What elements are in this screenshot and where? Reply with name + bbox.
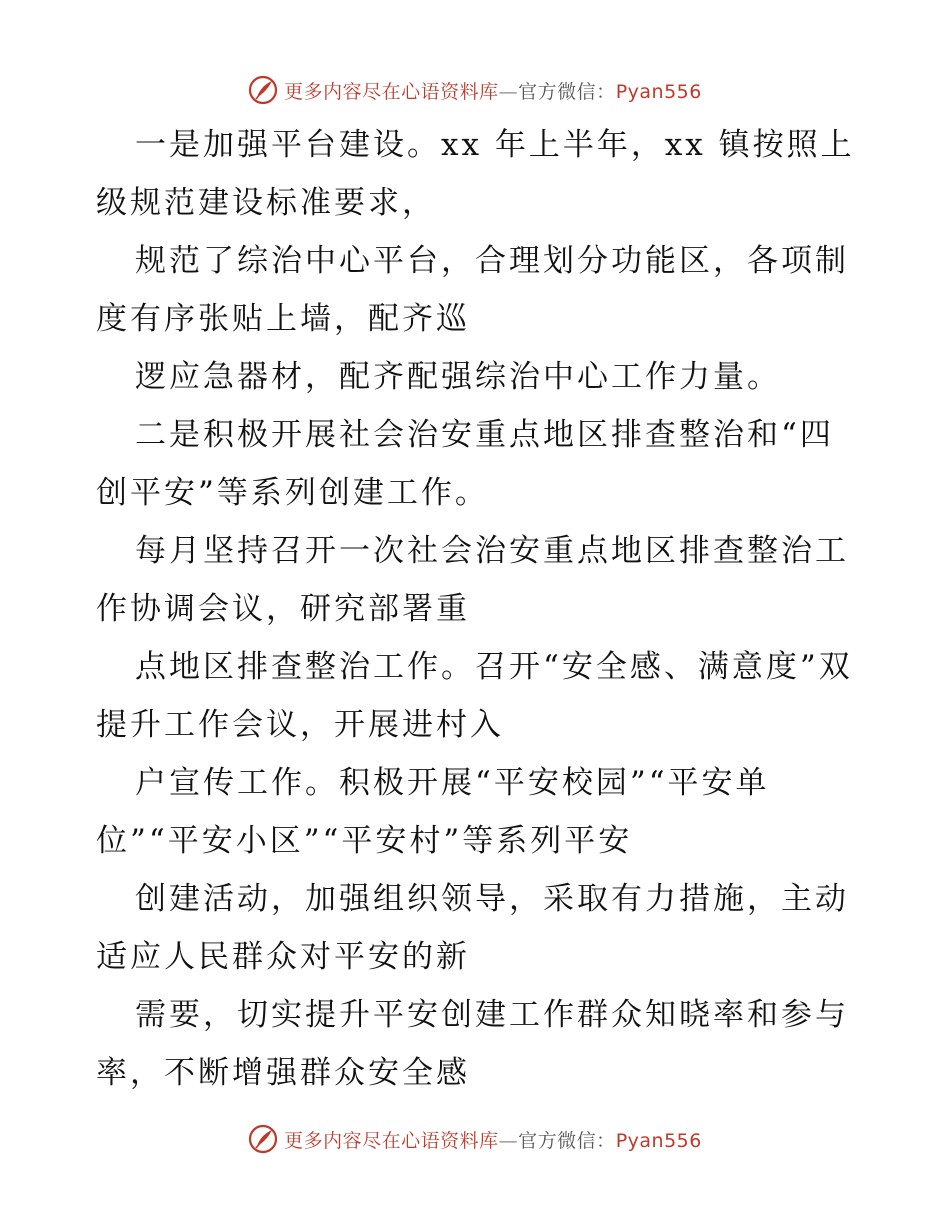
- paragraph: 点地区排查整治工作。召开“安全感、满意度”双提升工作会议，开展进村入: [96, 649, 853, 743]
- watermark-dash: —: [498, 1129, 519, 1152]
- watermark-label: 官方微信：: [518, 80, 616, 103]
- paragraph: 户宣传工作。积极开展“平安校园”“平安单位”“平安小区”“平安村”等系列平安: [96, 765, 770, 859]
- header-watermark: [0, 72, 950, 108]
- watermark-dash: —: [498, 80, 519, 103]
- paragraph: 规范了综治中心平台，合理划分功能区，各项制度有序张贴上墙，配齐巡: [96, 243, 849, 337]
- document-body: [96, 116, 866, 1102]
- paragraph: 逻应急器材，配齐配强综治中心工作力量。: [135, 359, 781, 395]
- footer-watermark: [0, 1121, 950, 1157]
- watermark-wechat-id: Pyan556: [615, 1129, 702, 1152]
- watermark-brand: 更多内容尽在心语资料库: [284, 80, 499, 103]
- feather-quill-icon: [248, 1124, 278, 1154]
- watermark-label: 官方微信：: [518, 1129, 616, 1152]
- paragraph: 一是加强平台建设。xx 年上半年，xx 镇按照上级规范建设标准要求，: [96, 127, 855, 221]
- watermark-brand: 更多内容尽在心语资料库: [284, 1129, 499, 1152]
- feather-quill-icon: [248, 75, 278, 105]
- watermark-text: [284, 77, 702, 104]
- paragraph: 需要，切实提升平安创建工作群众知晓率和参与率，不断增强群众安全感: [96, 997, 849, 1091]
- paragraph: 二是积极开展社会治安重点地区排查整治和“四创平安”等系列创建工作。: [96, 417, 834, 511]
- watermark-text: [284, 1126, 702, 1153]
- paragraph: 创建活动，加强组织领导，采取有力措施，主动适应人民群众对平安的新: [96, 881, 849, 975]
- watermark-wechat-id: Pyan556: [615, 80, 702, 103]
- paragraph: 每月坚持召开一次社会治安重点地区排查整治工作协调会议，研究部署重: [96, 533, 849, 627]
